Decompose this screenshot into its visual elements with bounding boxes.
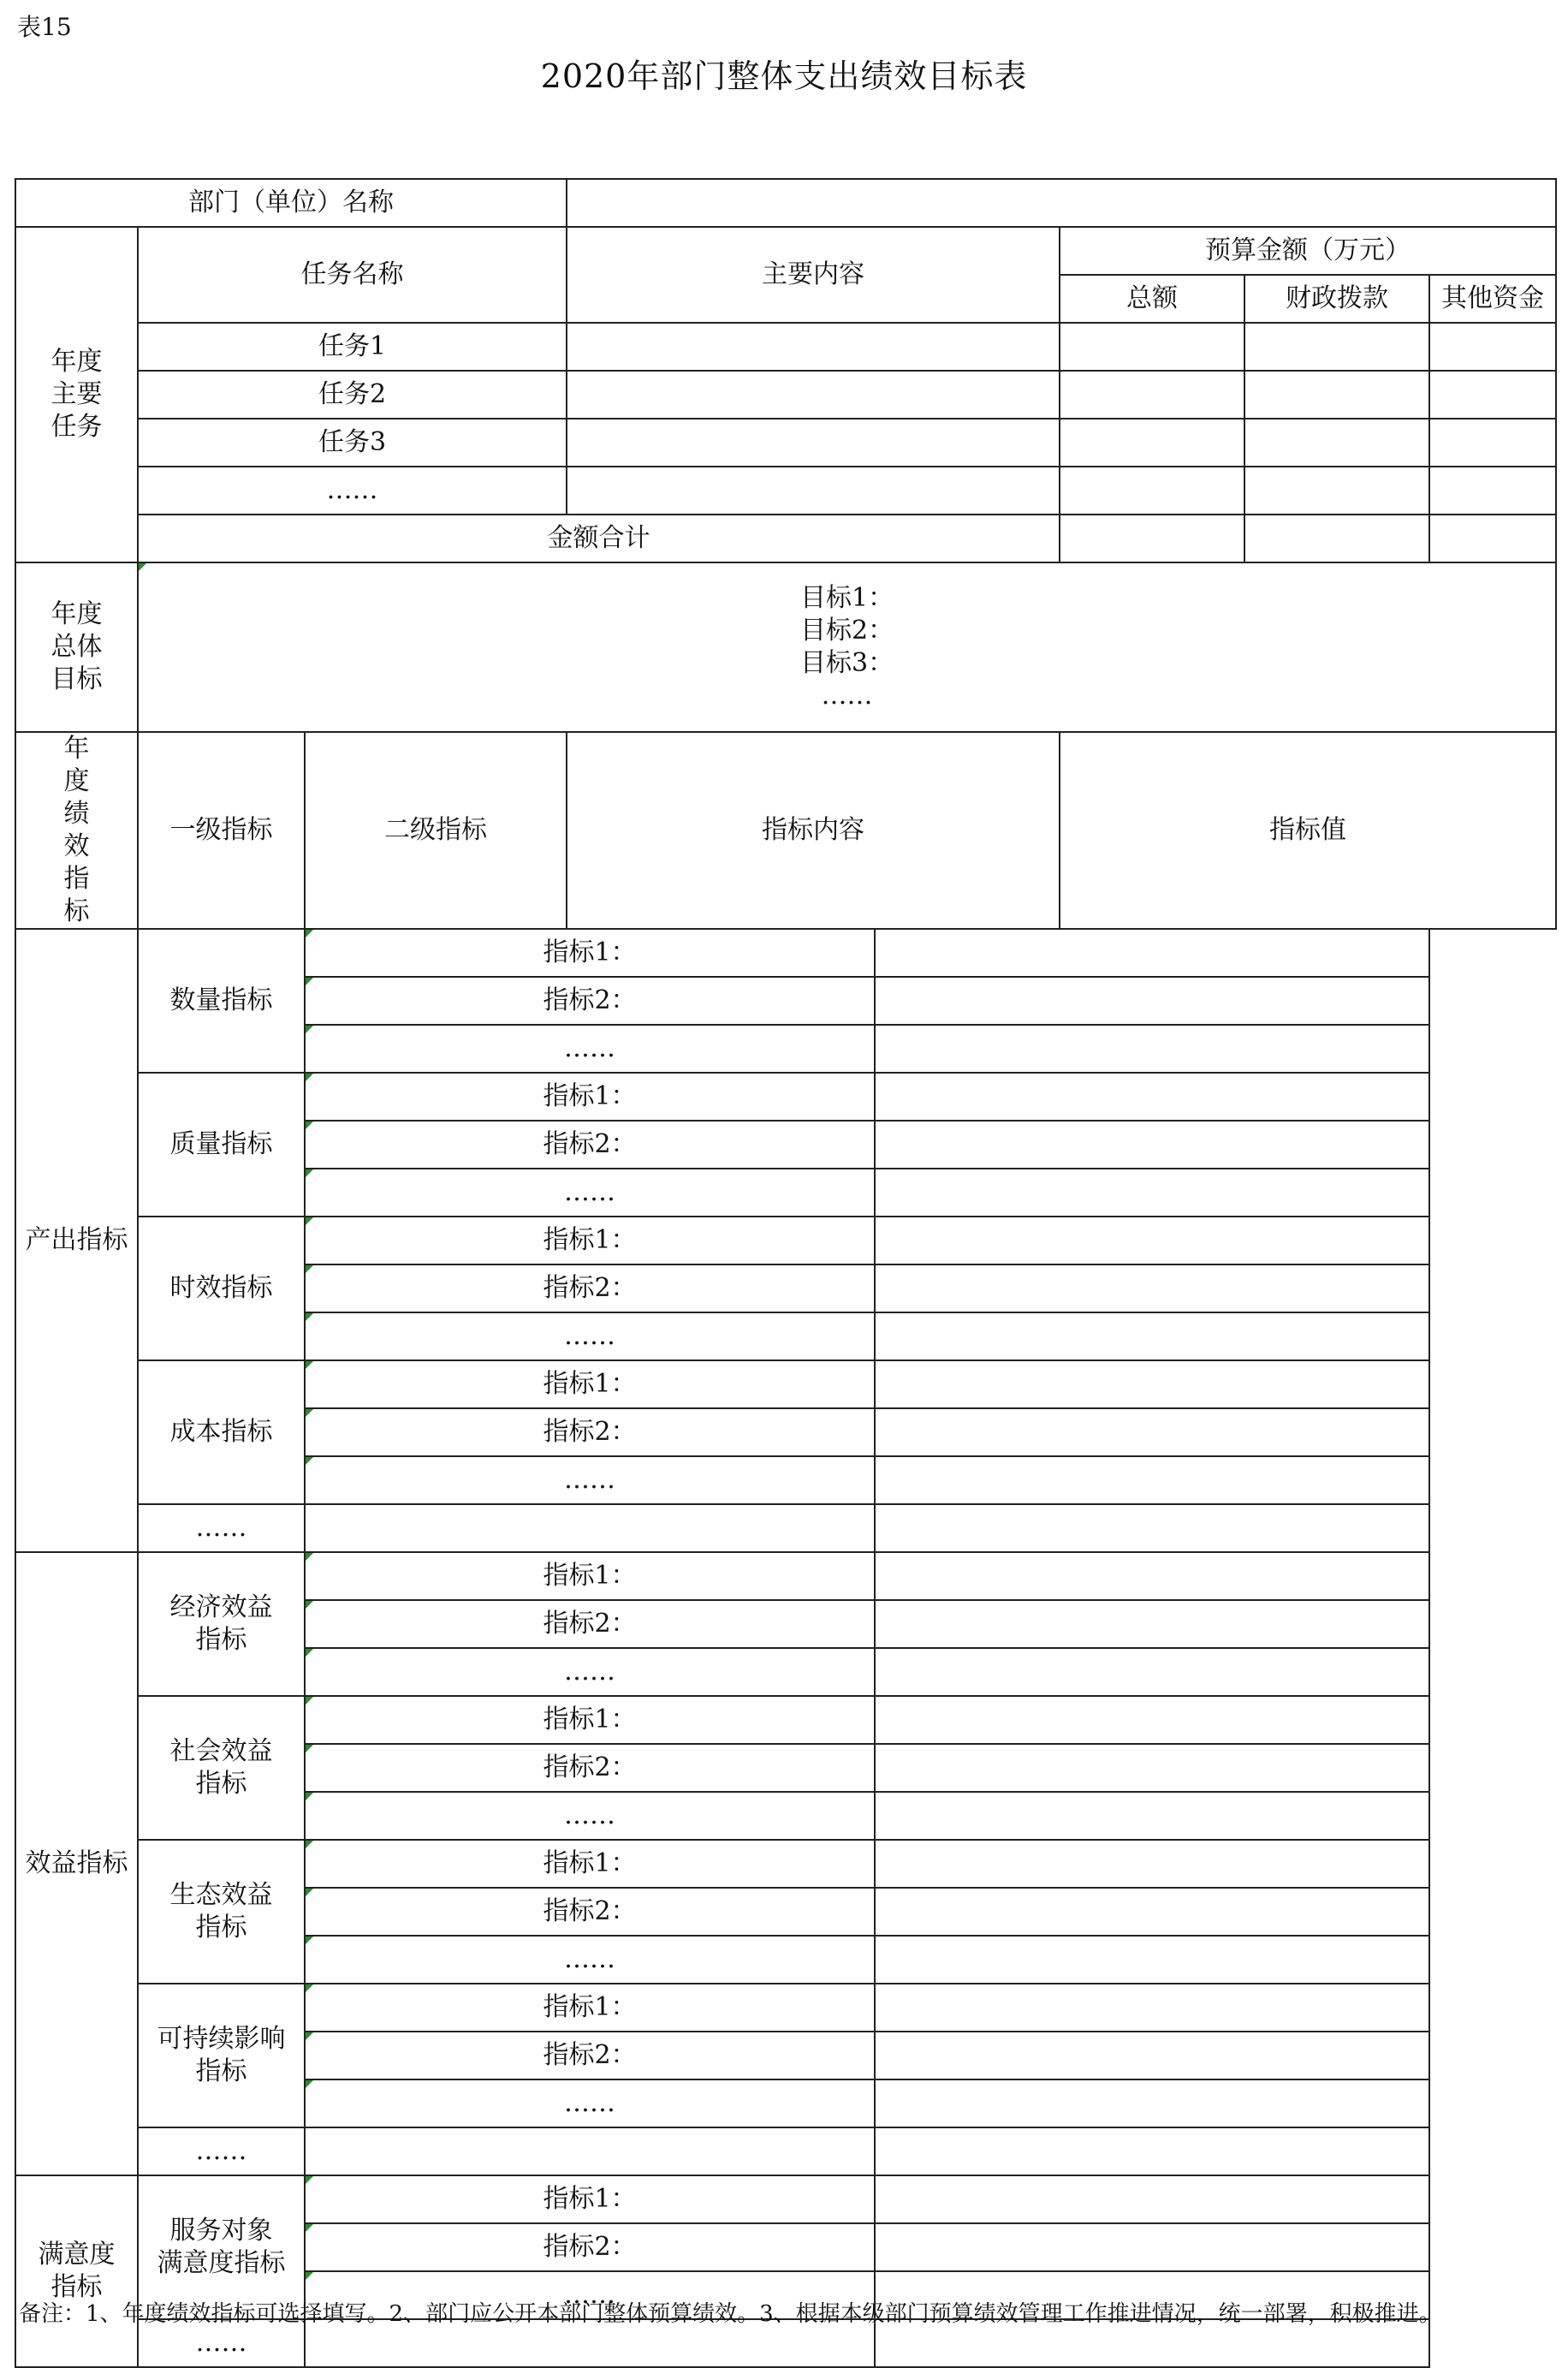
indicator-content[interactable]: ……	[305, 2271, 875, 2319]
indicator-value[interactable]	[875, 1936, 1429, 1984]
task-name-header: 任务名称	[138, 227, 567, 323]
task-content[interactable]	[567, 371, 1060, 419]
task-content[interactable]	[567, 419, 1060, 467]
indicator-value[interactable]	[875, 1600, 1429, 1648]
indicator-value[interactable]	[875, 1504, 1429, 1552]
indicator-content[interactable]: ……	[305, 1456, 875, 1504]
task-fiscal[interactable]	[1244, 323, 1429, 371]
level2-group: 质量指标	[138, 1073, 305, 1217]
indicator-value[interactable]	[875, 1552, 1429, 1600]
task-row	[15, 467, 1556, 515]
level2-group: 生态效益 指标	[138, 1840, 305, 1984]
level1-satisfaction: 满意度 指标	[15, 2175, 138, 2367]
indicator-value[interactable]	[875, 1696, 1429, 1744]
task-other[interactable]	[1429, 371, 1556, 419]
indicator-content[interactable]: 指标1：	[305, 1217, 875, 1264]
total-header: 总额	[1060, 275, 1244, 323]
amount-sum-label: 金额合计	[138, 515, 1060, 562]
sum-total[interactable]	[1060, 515, 1244, 562]
task-total[interactable]	[1060, 419, 1244, 467]
level2-group: 可持续影响 指标	[138, 1984, 305, 2127]
performance-target-table	[15, 178, 1557, 2368]
indicator-content[interactable]: 指标2：	[305, 1600, 875, 1648]
level1-benefit: 效益指标	[15, 1552, 138, 2175]
indicator-rows	[15, 929, 1556, 2367]
task-fiscal[interactable]	[1244, 371, 1429, 419]
annual-indicators-label: 年 度 绩 效 指 标	[15, 732, 138, 929]
task-other[interactable]	[1429, 467, 1556, 515]
indicator-content[interactable]: 指标1：	[305, 1073, 875, 1121]
indicator-value[interactable]	[875, 1648, 1429, 1696]
indicator-content[interactable]: 指标1：	[305, 1552, 875, 1600]
indicator-content[interactable]: 指标1：	[305, 1360, 875, 1408]
indicator-content[interactable]: 指标1：	[305, 1984, 875, 2032]
indicator-value[interactable]	[875, 2175, 1429, 2223]
indicator-content[interactable]: ……	[305, 2079, 875, 2127]
level2-group: 成本指标	[138, 1360, 305, 1504]
indicator-value[interactable]	[875, 1312, 1429, 1360]
task-name: 任务3	[138, 419, 567, 467]
task-row	[15, 371, 1556, 419]
annual-tasks-label: 年度 主要 任务	[15, 227, 138, 562]
indicator-content[interactable]: 指标1：	[305, 1840, 875, 1888]
indicator-value[interactable]	[875, 1217, 1429, 1264]
indicator-content[interactable]: ……	[305, 1169, 875, 1217]
indicator-content[interactable]: 指标2：	[305, 1744, 875, 1792]
main-content-header: 主要内容	[567, 227, 1060, 323]
task-row	[15, 323, 1556, 371]
indicator-content-header: 指标内容	[567, 732, 1060, 929]
annual-goals-label: 年度 总体 目标	[15, 562, 138, 732]
footnote: 备注：1、年度绩效指标可选择填写。2、部门应公开本部门整体预算绩效。3、根据本级部门预算绩效管理工作推进情况，统一部署，积极推进。	[19, 2301, 1441, 2327]
task-other[interactable]	[1429, 323, 1556, 371]
indicator-row	[15, 1504, 1556, 1552]
indicator-content[interactable]	[305, 1504, 875, 1552]
level2-group: 数量指标	[138, 929, 305, 1073]
indicator-value[interactable]	[875, 929, 1429, 977]
indicator-content[interactable]: ……	[305, 1312, 875, 1360]
indicator-value[interactable]	[875, 1073, 1429, 1121]
indicator-row	[15, 2127, 1556, 2175]
task-total[interactable]	[1060, 467, 1244, 515]
indicator-row	[15, 1360, 1556, 1408]
indicator-content[interactable]: 指标2：	[305, 1408, 875, 1456]
indicator-value[interactable]	[875, 1840, 1429, 1888]
indicator-value[interactable]	[875, 2032, 1429, 2079]
unit-name-label: 部门（单位）名称	[15, 179, 567, 227]
indicator-value[interactable]	[875, 977, 1429, 1025]
annual-goals-content[interactable]: 目标1： 目标2： 目标3： ……	[138, 562, 1556, 732]
page-title: 2020年部门整体支出绩效目标表	[540, 57, 1028, 95]
other-funds-header: 其他资金	[1429, 275, 1556, 323]
level2-group: 服务对象 满意度指标	[138, 2175, 305, 2319]
indicator-value[interactable]	[875, 1169, 1429, 1217]
indicator-value[interactable]	[875, 2127, 1429, 2175]
task-fiscal[interactable]	[1244, 467, 1429, 515]
level1-header: 一级指标	[138, 732, 305, 929]
indicator-content[interactable]: 指标2：	[305, 2223, 875, 2271]
indicator-value[interactable]	[875, 1408, 1429, 1456]
task-name: 任务1	[138, 323, 567, 371]
indicator-content[interactable]	[305, 2127, 875, 2175]
task-name: 任务2	[138, 371, 567, 419]
indicator-row	[15, 1552, 1556, 1600]
level2-group: 社会效益 指标	[138, 1696, 305, 1840]
indicator-content[interactable]: 指标2：	[305, 1888, 875, 1936]
indicator-content[interactable]: ……	[305, 1792, 875, 1840]
indicator-row	[15, 1840, 1556, 1888]
indicator-content[interactable]: 指标2：	[305, 1121, 875, 1169]
level1-output: 产出指标	[15, 929, 138, 1552]
indicator-value[interactable]	[875, 1264, 1429, 1312]
table-number: 表15	[17, 13, 72, 41]
indicator-content[interactable]: ……	[305, 1936, 875, 1984]
indicator-value[interactable]	[875, 1792, 1429, 1840]
indicator-row	[15, 1073, 1556, 1121]
indicator-content[interactable]: 指标2：	[305, 977, 875, 1025]
indicator-value[interactable]	[875, 1360, 1429, 1408]
indicator-value[interactable]	[875, 1984, 1429, 2032]
indicator-value[interactable]	[875, 2079, 1429, 2127]
indicator-content[interactable]: ……	[305, 1648, 875, 1696]
indicator-content[interactable]: 指标1：	[305, 929, 875, 977]
fiscal-header: 财政拨款	[1244, 275, 1429, 323]
task-content[interactable]	[567, 467, 1060, 515]
level2-more: ……	[138, 1504, 305, 1552]
indicator-row	[15, 1984, 1556, 2032]
indicator-value[interactable]	[875, 1456, 1429, 1504]
indicator-row	[15, 1696, 1556, 1744]
indicator-row	[15, 1217, 1556, 1264]
indicator-value[interactable]	[875, 1025, 1429, 1073]
indicator-content[interactable]: 指标1：	[305, 2175, 875, 2223]
indicator-row	[15, 929, 1556, 977]
task-other[interactable]	[1429, 419, 1556, 467]
indicator-content[interactable]: ……	[305, 1025, 875, 1073]
sum-fiscal[interactable]	[1244, 515, 1429, 562]
level2-group: 时效指标	[138, 1217, 305, 1360]
task-total[interactable]	[1060, 323, 1244, 371]
task-total[interactable]	[1060, 371, 1244, 419]
indicator-value[interactable]	[875, 1121, 1429, 1169]
sum-other[interactable]	[1429, 515, 1556, 562]
indicator-value[interactable]	[875, 2223, 1429, 2271]
unit-name-value[interactable]	[567, 179, 1556, 227]
indicator-content[interactable]: 指标2：	[305, 1264, 875, 1312]
level2-header: 二级指标	[305, 732, 567, 929]
indicator-content[interactable]: 指标2：	[305, 2032, 875, 2079]
indicator-value[interactable]	[875, 1888, 1429, 1936]
task-name: ……	[138, 467, 567, 515]
level2-more: ……	[138, 2127, 305, 2175]
task-content[interactable]	[567, 323, 1060, 371]
indicator-content[interactable]: 指标1：	[305, 1696, 875, 1744]
task-fiscal[interactable]	[1244, 419, 1429, 467]
indicator-row	[15, 2175, 1556, 2223]
indicator-value[interactable]	[875, 1744, 1429, 1792]
level2-group: 经济效益 指标	[138, 1552, 305, 1696]
level2-more: ……	[138, 2319, 305, 2367]
indicator-value-header: 指标值	[1060, 732, 1556, 929]
budget-header: 预算金额（万元）	[1060, 227, 1556, 275]
task-row	[15, 419, 1556, 467]
